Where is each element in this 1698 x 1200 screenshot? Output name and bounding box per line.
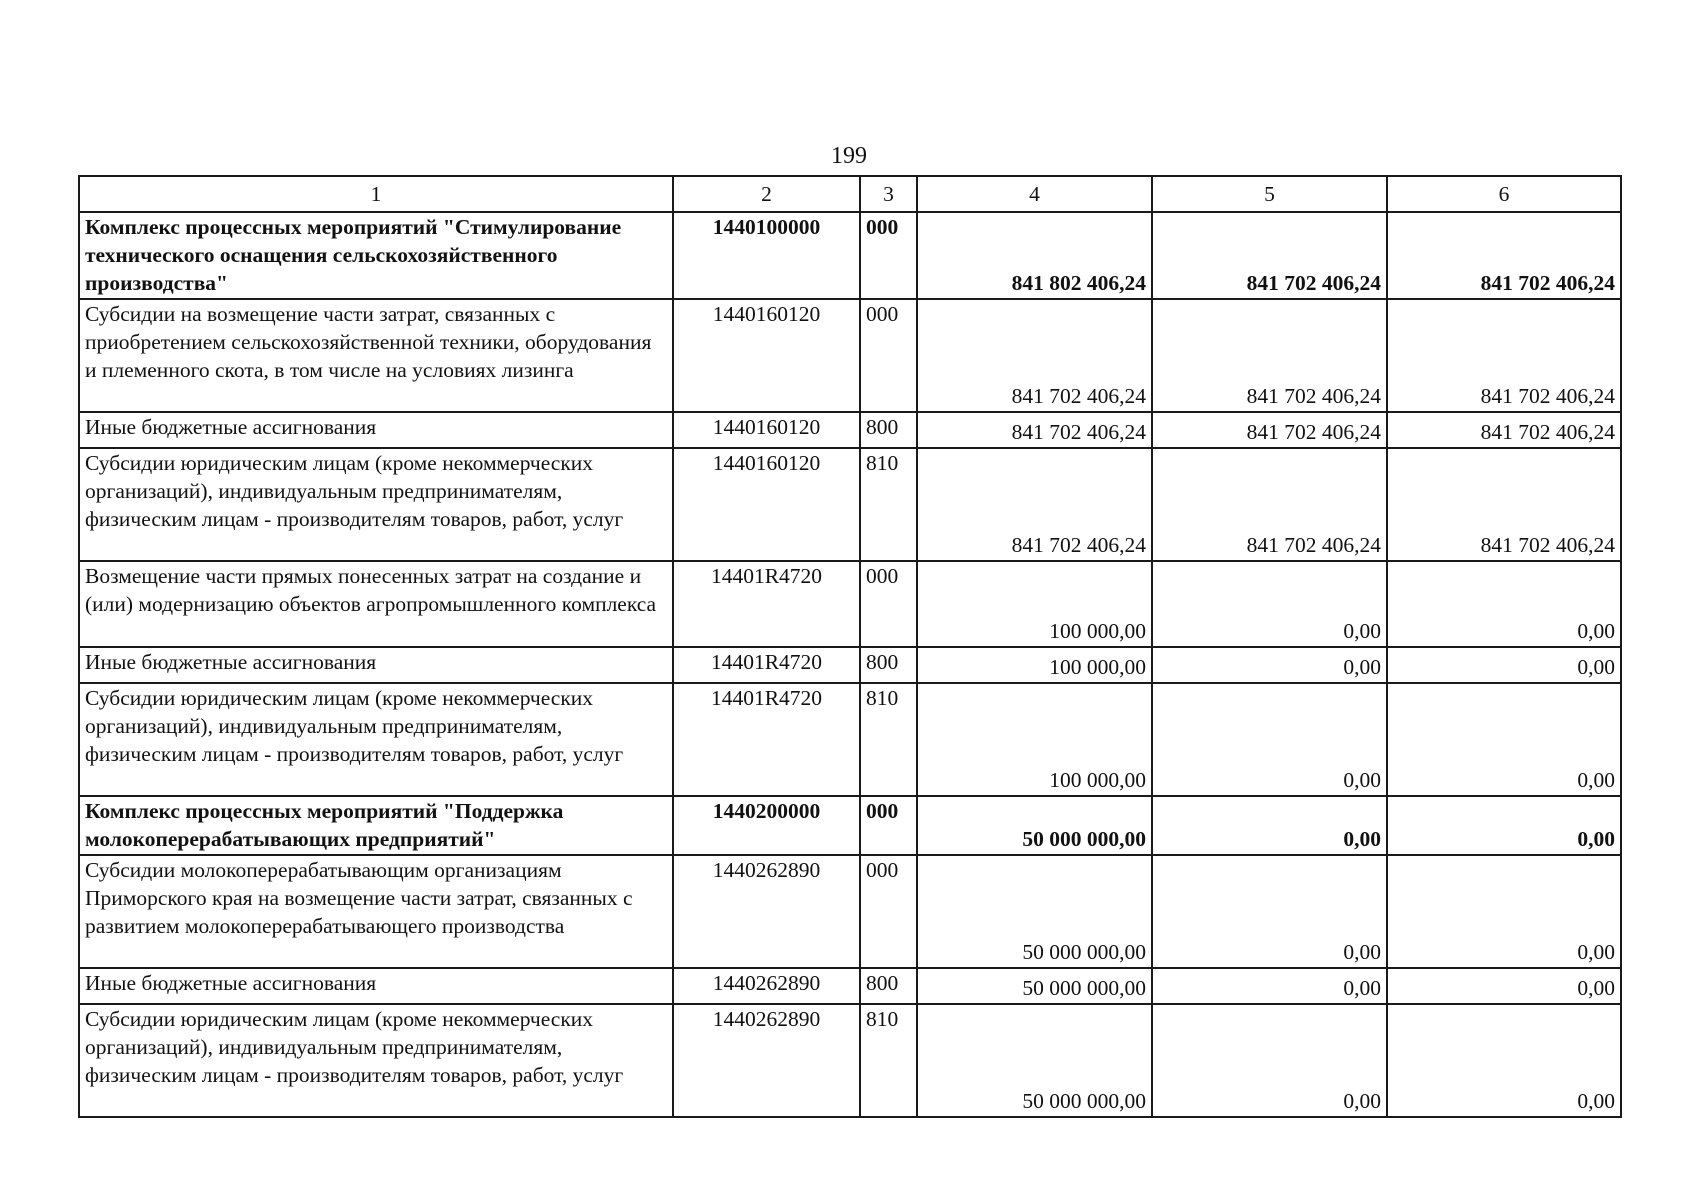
row-name: Субсидии юридическим лицам (кроме некоммерческих организаций), индивидуальным предпринимателям, физическим лицам - производителям товаров, работ, услуг <box>79 448 673 561</box>
row-value-4: 50 000 000,00 <box>917 796 1152 855</box>
row-value-5: 841 702 406,24 <box>1152 412 1387 448</box>
row-value-4: 841 802 406,24 <box>917 212 1152 299</box>
row-value-6: 0,00 <box>1387 796 1621 855</box>
column-header: 3 <box>860 176 917 212</box>
column-header: 6 <box>1387 176 1621 212</box>
row-value-5: 841 702 406,24 <box>1152 212 1387 299</box>
row-name: Субсидии на возмещение части затрат, связанных с приобретением сельскохозяйственной техники, оборудования и племенного скота, в том числе на условиях лизинга <box>79 299 673 412</box>
row-value-6: 841 702 406,24 <box>1387 212 1621 299</box>
table-row <box>79 299 1621 412</box>
row-value-6: 0,00 <box>1387 561 1621 647</box>
row-code: 1440262890 <box>673 855 860 968</box>
row-name: Иные бюджетные ассигнования <box>79 968 673 1004</box>
row-value-5: 0,00 <box>1152 968 1387 1004</box>
row-value-4: 100 000,00 <box>917 561 1152 647</box>
row-code: 1440100000 <box>673 212 860 299</box>
row-kind: 810 <box>860 448 917 561</box>
row-code: 1440160120 <box>673 412 860 448</box>
row-value-4: 50 000 000,00 <box>917 1004 1152 1117</box>
table-row <box>79 855 1621 968</box>
row-value-5: 841 702 406,24 <box>1152 448 1387 561</box>
table-row <box>79 647 1621 683</box>
row-kind: 800 <box>860 412 917 448</box>
row-name: Возмещение части прямых понесенных затрат на создание и (или) модернизацию объектов агропромышленного комплекса <box>79 561 673 647</box>
table-row <box>79 1004 1621 1117</box>
table-row <box>79 412 1621 448</box>
row-value-6: 0,00 <box>1387 647 1621 683</box>
row-kind: 810 <box>860 1004 917 1117</box>
row-kind: 000 <box>860 299 917 412</box>
table-row <box>79 683 1621 796</box>
row-value-5: 0,00 <box>1152 855 1387 968</box>
row-value-4: 50 000 000,00 <box>917 968 1152 1004</box>
column-header: 4 <box>917 176 1152 212</box>
row-kind: 800 <box>860 968 917 1004</box>
row-code: 1440262890 <box>673 1004 860 1117</box>
row-value-4: 50 000 000,00 <box>917 855 1152 968</box>
row-value-6: 0,00 <box>1387 1004 1621 1117</box>
row-kind: 810 <box>860 683 917 796</box>
row-value-6: 841 702 406,24 <box>1387 448 1621 561</box>
row-value-5: 0,00 <box>1152 561 1387 647</box>
row-value-4: 100 000,00 <box>917 647 1152 683</box>
table-row <box>79 968 1621 1004</box>
table-row <box>79 796 1621 855</box>
row-value-6: 0,00 <box>1387 683 1621 796</box>
row-kind: 000 <box>860 212 917 299</box>
budget-table <box>78 175 1622 1118</box>
row-value-6: 0,00 <box>1387 968 1621 1004</box>
column-header: 1 <box>79 176 673 212</box>
row-kind: 000 <box>860 561 917 647</box>
table-row <box>79 212 1621 299</box>
row-name: Иные бюджетные ассигнования <box>79 412 673 448</box>
row-kind: 800 <box>860 647 917 683</box>
page-number: 199 <box>831 143 867 169</box>
row-name: Комплекс процессных мероприятий "Стимулирование технического оснащения сельскохозяйственного производства" <box>79 212 673 299</box>
table-header-row <box>79 176 1621 212</box>
row-value-5: 0,00 <box>1152 1004 1387 1117</box>
row-name: Субсидии юридическим лицам (кроме некоммерческих организаций), индивидуальным предпринимателям, физическим лицам - производителям товаров, работ, услуг <box>79 1004 673 1117</box>
row-code: 14401R4720 <box>673 683 860 796</box>
column-header: 2 <box>673 176 860 212</box>
row-value-6: 841 702 406,24 <box>1387 299 1621 412</box>
row-code: 1440200000 <box>673 796 860 855</box>
row-kind: 000 <box>860 796 917 855</box>
row-value-4: 841 702 406,24 <box>917 299 1152 412</box>
row-value-5: 0,00 <box>1152 796 1387 855</box>
row-value-5: 841 702 406,24 <box>1152 299 1387 412</box>
row-code: 1440160120 <box>673 299 860 412</box>
column-header: 5 <box>1152 176 1387 212</box>
row-value-4: 841 702 406,24 <box>917 448 1152 561</box>
row-value-5: 0,00 <box>1152 683 1387 796</box>
row-value-5: 0,00 <box>1152 647 1387 683</box>
row-code: 14401R4720 <box>673 561 860 647</box>
row-name: Комплекс процессных мероприятий "Поддержка молокоперерабатывающих предприятий" <box>79 796 673 855</box>
row-code: 14401R4720 <box>673 647 860 683</box>
table-row <box>79 448 1621 561</box>
row-value-4: 841 702 406,24 <box>917 412 1152 448</box>
row-value-6: 841 702 406,24 <box>1387 412 1621 448</box>
table-row <box>79 561 1621 647</box>
row-value-6: 0,00 <box>1387 855 1621 968</box>
row-name: Субсидии юридическим лицам (кроме некоммерческих организаций), индивидуальным предпринимателям, физическим лицам - производителям товаров, работ, услуг <box>79 683 673 796</box>
row-code: 1440262890 <box>673 968 860 1004</box>
row-code: 1440160120 <box>673 448 860 561</box>
row-name: Иные бюджетные ассигнования <box>79 647 673 683</box>
row-value-4: 100 000,00 <box>917 683 1152 796</box>
row-kind: 000 <box>860 855 917 968</box>
row-name: Субсидии молокоперерабатывающим организациям Приморского края на возмещение части затрат, связанных с развитием молокоперерабатывающего производства <box>79 855 673 968</box>
